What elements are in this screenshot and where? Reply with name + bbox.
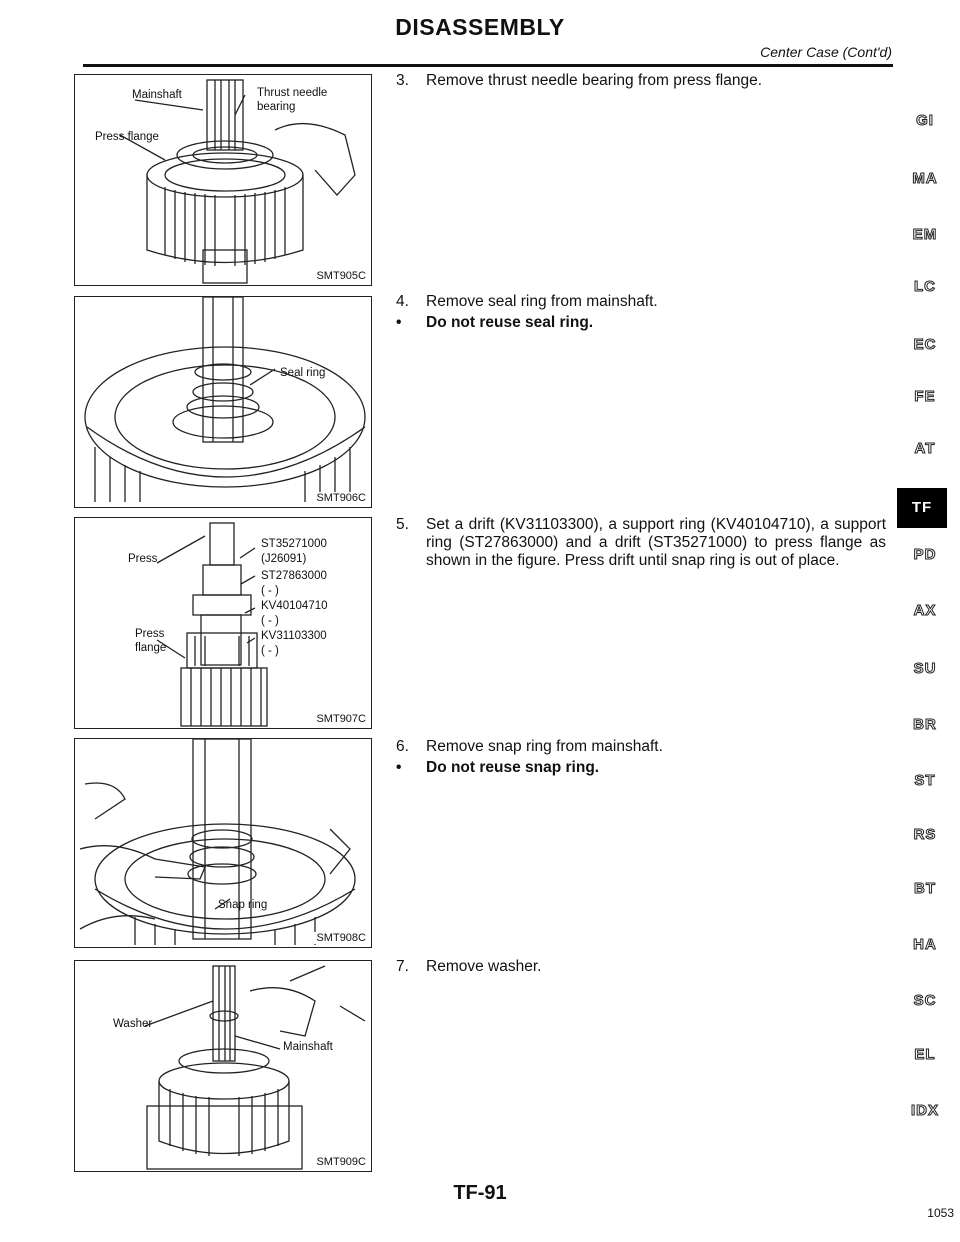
step-number: 6. <box>396 738 409 755</box>
tab-pd[interactable]: PD <box>913 546 937 563</box>
note-bullet: • <box>396 759 402 776</box>
figure-illustration <box>75 297 371 507</box>
step-number: 4. <box>396 293 409 310</box>
tab-at[interactable]: AT <box>914 440 936 457</box>
tab-gi[interactable]: GI <box>916 112 934 129</box>
figure-label: ST35271000 <box>261 538 327 550</box>
tab-br[interactable]: BR <box>913 716 937 733</box>
tab-rs[interactable]: RS <box>913 826 937 843</box>
step-number: 7. <box>396 958 409 975</box>
tab-lc[interactable]: LC <box>914 278 936 295</box>
figure-illustration <box>75 961 371 1171</box>
figure-label: (J26091) <box>261 553 307 565</box>
tab-ha[interactable]: HA <box>913 936 937 953</box>
step-5 <box>396 516 886 570</box>
header-rule <box>83 64 893 67</box>
step-number: 5. <box>396 516 409 533</box>
figure-code: SMT908C <box>316 932 366 944</box>
figure-label: Snap ring <box>218 899 268 911</box>
step-number: 3. <box>396 72 409 89</box>
step-note: Do not reuse snap ring. <box>426 759 600 776</box>
tab-sc[interactable]: SC <box>913 992 937 1009</box>
figure-illustration <box>75 739 371 947</box>
figure-label: Thrust needle <box>257 87 328 99</box>
figure-label: Seal ring <box>280 367 326 379</box>
tab-ax[interactable]: AX <box>913 602 937 619</box>
figure-label: ( - ) <box>261 645 279 657</box>
figure-code: SMT905C <box>316 270 366 282</box>
step-text: Remove thrust needle bearing from press flange. <box>426 72 763 89</box>
step-6 <box>396 738 886 777</box>
figure-label: flange <box>135 642 167 654</box>
figure-illustration <box>75 75 371 285</box>
step-3 <box>396 72 886 90</box>
figure-label: ( - ) <box>261 585 279 597</box>
figure-label: Mainshaft <box>283 1041 333 1053</box>
tab-em[interactable]: EM <box>912 226 938 243</box>
figure-label: Press flange <box>95 131 159 143</box>
tab-su[interactable]: SU <box>913 660 937 677</box>
figure-label: bearing <box>257 101 296 113</box>
page-label: TF-91 <box>453 1182 507 1204</box>
tab-el[interactable]: EL <box>914 1046 936 1063</box>
figure-thrust-bearing <box>74 74 372 286</box>
page-number: 1053 <box>927 1206 954 1220</box>
figure-label: KV31103300 <box>261 630 327 642</box>
tab-bt[interactable]: BT <box>914 880 936 897</box>
step-7 <box>396 958 886 976</box>
figure-snap-ring <box>74 738 372 948</box>
figure-label: Mainshaft <box>132 89 182 101</box>
figure-label: ( - ) <box>261 615 279 627</box>
figure-drift-setup <box>74 517 372 729</box>
figure-code: SMT909C <box>316 1156 366 1168</box>
figure-label: Washer <box>113 1018 153 1030</box>
step-text: Remove seal ring from mainshaft. <box>426 293 658 310</box>
tab-fe[interactable]: FE <box>914 388 936 405</box>
figure-code: SMT906C <box>316 492 366 504</box>
step-text: Set a drift (KV31103300), a support ring (KV40104710), a support ring (ST27863000) and a drift (ST35271000) to press flange as shown in the figure. Press drift until snap ring is out of place. <box>426 516 886 569</box>
step-text: Remove snap ring from mainshaft. <box>426 738 663 755</box>
note-bullet: • <box>396 314 402 331</box>
section-subtitle: Center Case (Cont'd) <box>760 44 892 60</box>
figure-code: SMT907C <box>316 713 366 725</box>
figure-label: ST27863000 <box>261 570 327 582</box>
step-note: Do not reuse seal ring. <box>426 314 594 331</box>
tab-ma[interactable]: MA <box>912 170 938 187</box>
step-4 <box>396 293 886 332</box>
figure-washer <box>74 960 372 1172</box>
figure-label: Press <box>128 553 158 565</box>
figure-label: KV40104710 <box>261 600 328 612</box>
step-text: Remove washer. <box>426 958 542 975</box>
figure-label: Press <box>135 628 165 640</box>
page-title: DISASSEMBLY <box>395 14 565 40</box>
tab-tf-active[interactable]: TF <box>897 488 947 528</box>
figure-seal-ring <box>74 296 372 508</box>
tab-ec[interactable]: EC <box>913 336 937 353</box>
tab-idx[interactable]: IDX <box>910 1102 939 1119</box>
tab-st[interactable]: ST <box>914 772 936 789</box>
